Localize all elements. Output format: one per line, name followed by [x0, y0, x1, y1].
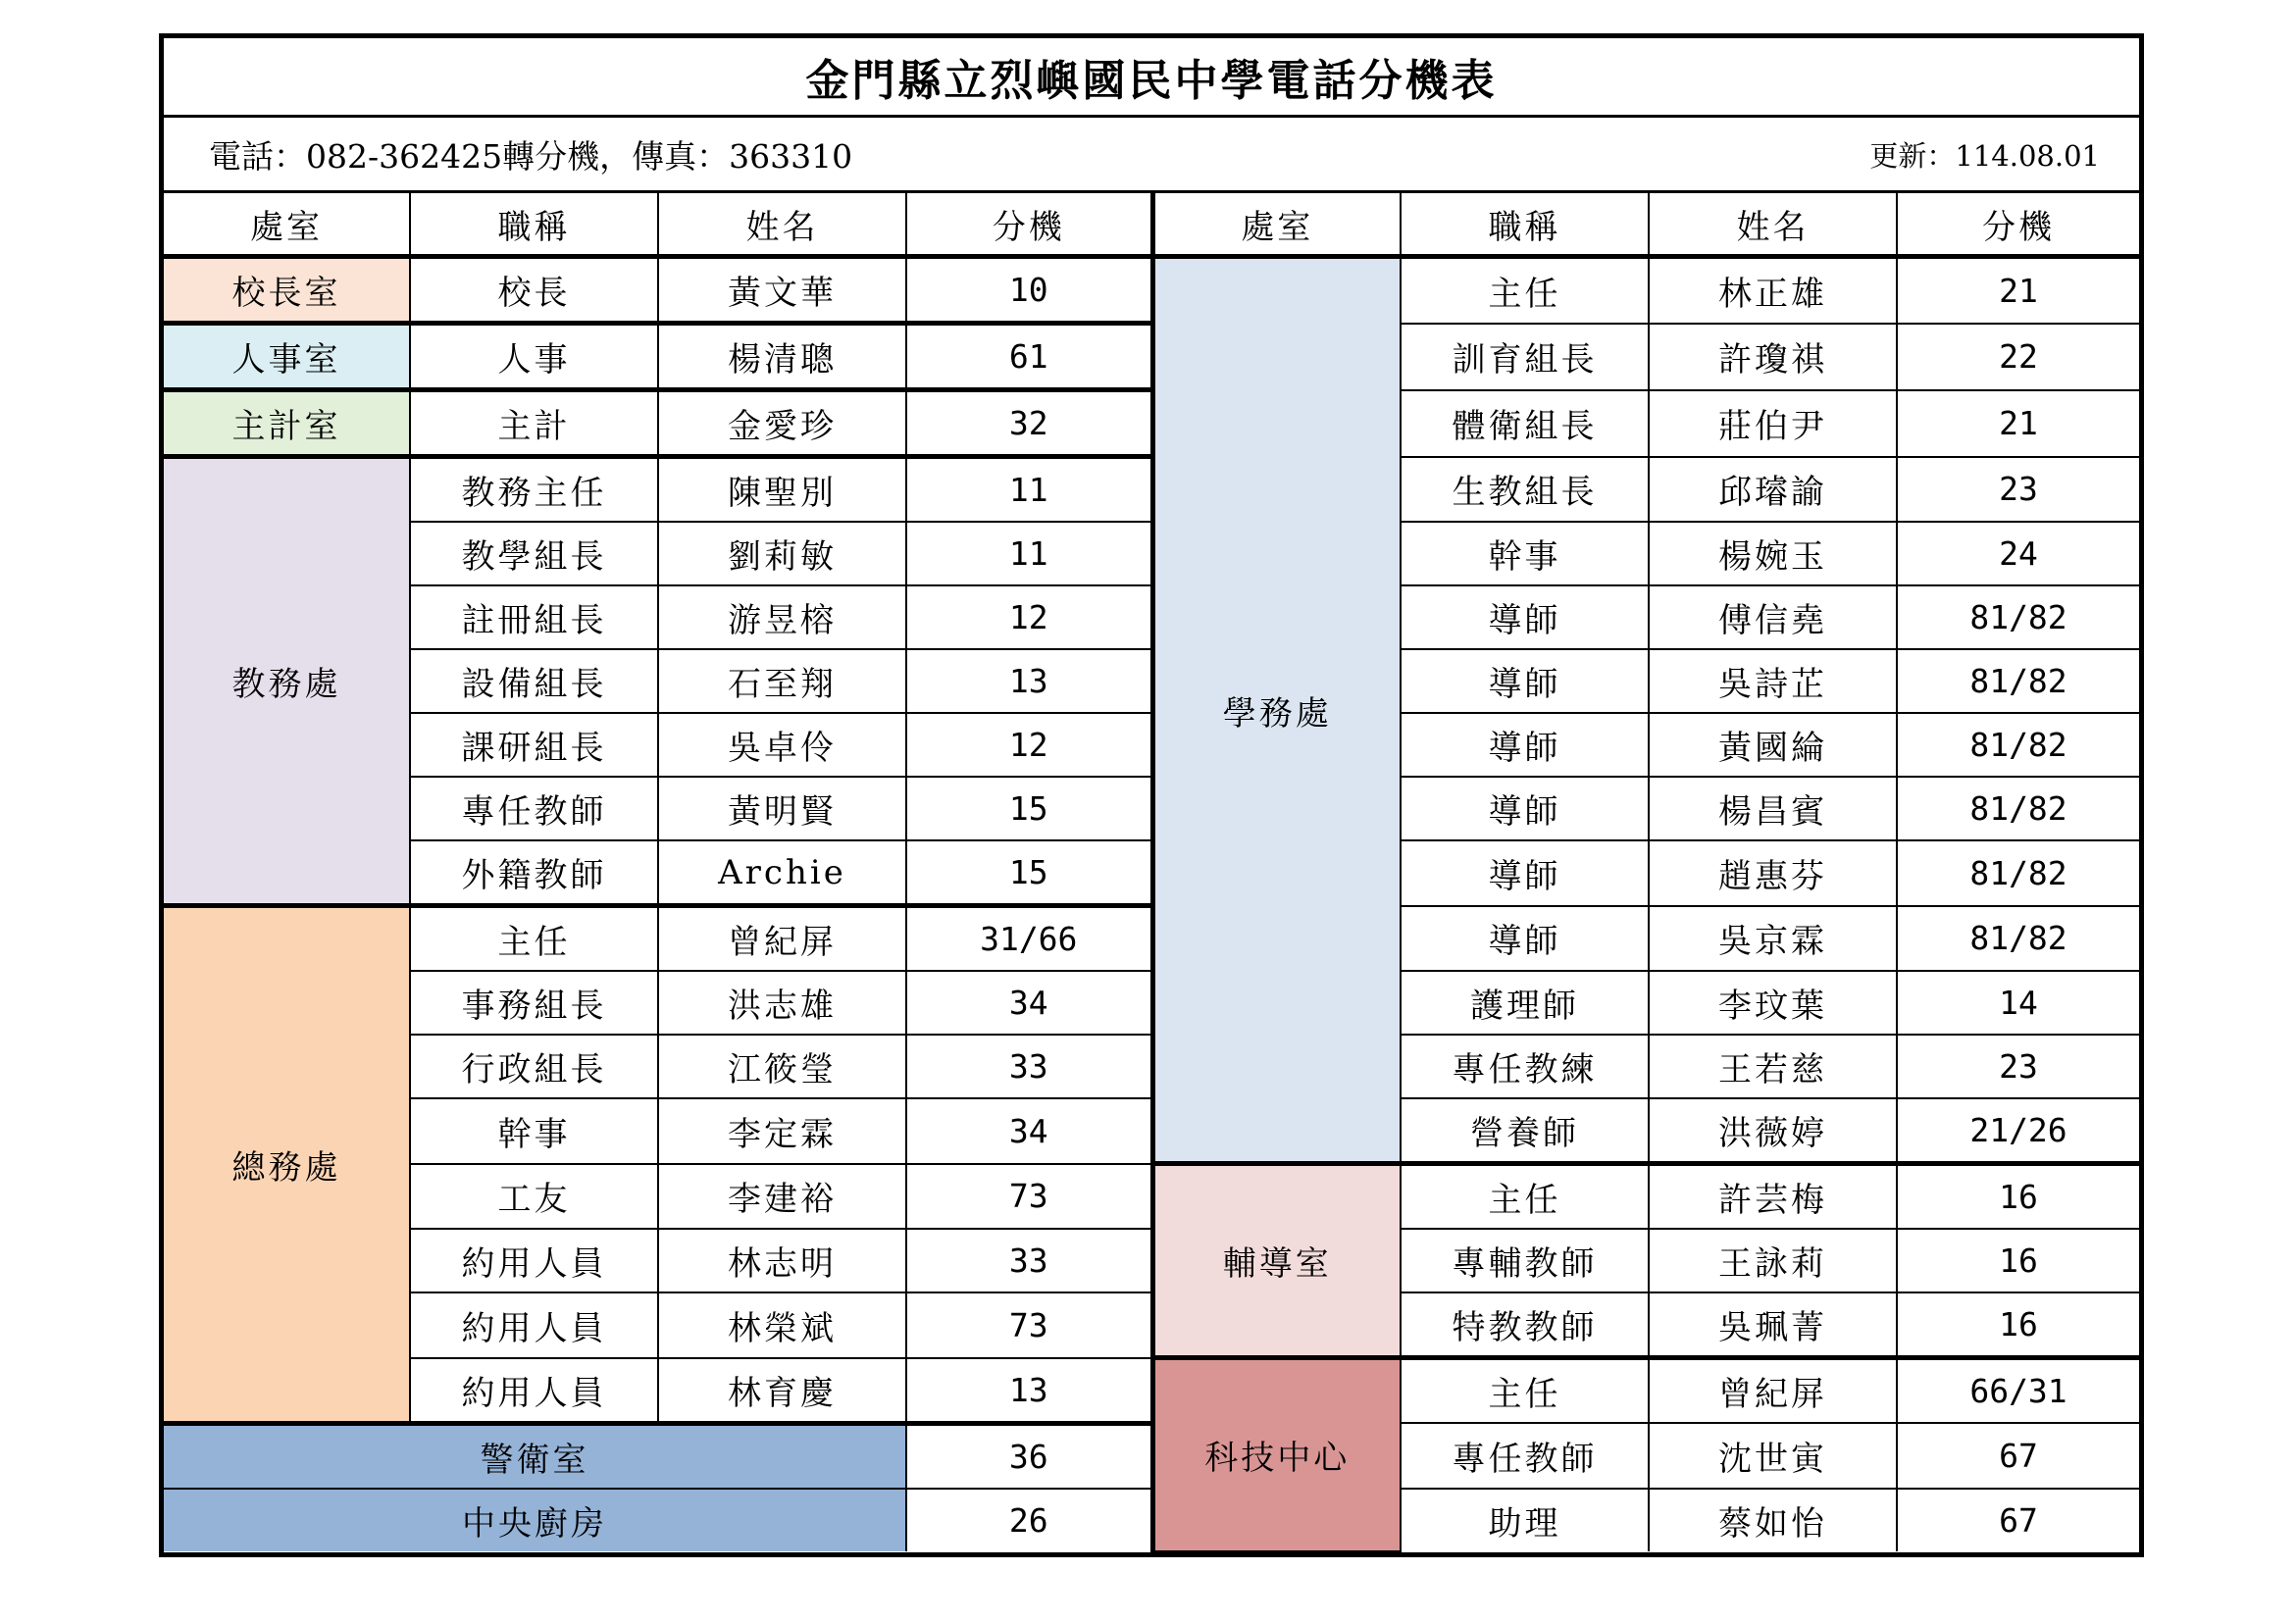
job-title: 特教教師 [1401, 1292, 1649, 1358]
person-name: 吳卓伶 [658, 713, 906, 777]
person-name: 吳珮菁 [1649, 1292, 1897, 1358]
job-title: 導師 [1401, 906, 1649, 972]
extension: 81/82 [1897, 777, 2139, 840]
job-title: 設備組長 [410, 649, 658, 713]
extension: 16 [1897, 1229, 2139, 1292]
extension: 15 [906, 840, 1152, 906]
extension: 33 [906, 1229, 1152, 1292]
extension: 23 [1897, 1035, 2139, 1098]
person-name: 許芸梅 [1649, 1164, 1897, 1230]
job-title: 幹事 [410, 1098, 658, 1164]
person-name: 林榮斌 [658, 1292, 906, 1358]
table-row [164, 840, 2139, 906]
table-row [164, 649, 2139, 713]
job-title: 專任教師 [410, 777, 658, 840]
person-name: 沈世寅 [1649, 1423, 1897, 1489]
job-title: 主任 [410, 906, 658, 972]
office-student: 學務處 [1152, 257, 1401, 1164]
person-name: 莊伯尹 [1649, 390, 1897, 457]
header-ext: 分機 [906, 193, 1152, 257]
extension: 67 [1897, 1489, 2139, 1551]
table-row [164, 713, 2139, 777]
table-row [164, 971, 2139, 1035]
office-tech: 科技中心 [1152, 1358, 1401, 1551]
job-title: 主計 [410, 390, 658, 457]
extension: 73 [906, 1164, 1152, 1230]
header-office-right: 處室 [1152, 193, 1401, 257]
header-name-right: 姓名 [1649, 193, 1897, 257]
extension: 31/66 [906, 906, 1152, 972]
extension: 26 [906, 1489, 1152, 1551]
job-title: 約用人員 [410, 1292, 658, 1358]
extension: 16 [1897, 1164, 2139, 1230]
person-name: 楊清聰 [658, 324, 906, 390]
header-title: 職稱 [410, 193, 658, 257]
extension: 34 [906, 971, 1152, 1035]
job-title: 專任教練 [1401, 1035, 1649, 1098]
person-name: 金愛珍 [658, 390, 906, 457]
job-title: 人事 [410, 324, 658, 390]
header-ext-right: 分機 [1897, 193, 2139, 257]
person-name: 黃國綸 [1649, 713, 1897, 777]
person-name: 吳京霖 [1649, 906, 1897, 972]
table-row [164, 585, 2139, 649]
job-title: 事務組長 [410, 971, 658, 1035]
update-date: 更新：114.08.01 [1869, 138, 2100, 173]
extension: 36 [906, 1423, 1152, 1489]
extension: 81/82 [1897, 840, 2139, 906]
table-row [164, 257, 2139, 324]
table-row [164, 1164, 2139, 1230]
office-general: 總務處 [164, 906, 410, 1424]
office-accounting: 主計室 [164, 390, 410, 457]
extension: 61 [906, 324, 1152, 390]
office-personnel: 人事室 [164, 324, 410, 390]
extension: 32 [906, 390, 1152, 457]
person-name: 李建裕 [658, 1164, 906, 1230]
table-row [164, 390, 2139, 457]
table-row [164, 1098, 2139, 1164]
table-row [164, 1358, 2139, 1424]
table-row [164, 324, 2139, 390]
job-title: 校長 [410, 257, 658, 324]
extension: 21 [1897, 257, 2139, 324]
person-name: 楊昌賓 [1649, 777, 1897, 840]
job-title: 外籍教師 [410, 840, 658, 906]
job-title: 導師 [1401, 649, 1649, 713]
person-name: Archie [658, 840, 906, 906]
office-counseling: 輔導室 [1152, 1164, 1401, 1358]
extension: 10 [906, 257, 1152, 324]
phone-info: 電話：082-362425轉分機，傳真：363310 [209, 136, 853, 176]
table-row [164, 1229, 2139, 1292]
person-name: 邱璿諭 [1649, 457, 1897, 523]
job-title: 護理師 [1401, 971, 1649, 1035]
person-name: 黃文華 [658, 257, 906, 324]
sheet-frame [159, 33, 2144, 1557]
person-name: 李玟葉 [1649, 971, 1897, 1035]
job-title: 專輔教師 [1401, 1229, 1649, 1292]
header-name: 姓名 [658, 193, 906, 257]
table-row [164, 777, 2139, 840]
job-title: 導師 [1401, 713, 1649, 777]
extension: 11 [906, 522, 1152, 585]
person-name: 游昱榕 [658, 585, 906, 649]
extension-table [164, 193, 2139, 1552]
person-name: 吳詩芷 [1649, 649, 1897, 713]
job-title: 主任 [1401, 1358, 1649, 1424]
info-bar [164, 118, 2139, 193]
job-title: 導師 [1401, 840, 1649, 906]
job-title: 導師 [1401, 585, 1649, 649]
extension-sheet [159, 33, 2144, 1557]
person-name: 林志明 [658, 1229, 906, 1292]
extension: 66/31 [1897, 1358, 2139, 1424]
extension: 81/82 [1897, 649, 2139, 713]
person-name: 陳聖別 [658, 457, 906, 523]
person-name: 楊婉玉 [1649, 522, 1897, 585]
table-row [164, 1035, 2139, 1098]
extension: 81/82 [1897, 585, 2139, 649]
person-name: 趙惠芬 [1649, 840, 1897, 906]
job-title: 導師 [1401, 777, 1649, 840]
job-title: 營養師 [1401, 1098, 1649, 1164]
extension: 11 [906, 457, 1152, 523]
office-kitchen: 中央廚房 [164, 1489, 906, 1551]
person-name: 江筱瑩 [658, 1035, 906, 1098]
extension: 12 [906, 585, 1152, 649]
extension: 81/82 [1897, 906, 2139, 972]
extension: 21 [1897, 390, 2139, 457]
job-title: 課研組長 [410, 713, 658, 777]
extension: 67 [1897, 1423, 2139, 1489]
person-name: 王若慈 [1649, 1035, 1897, 1098]
person-name: 傅信堯 [1649, 585, 1897, 649]
job-title: 幹事 [1401, 522, 1649, 585]
job-title: 主任 [1401, 1164, 1649, 1230]
job-title: 主任 [1401, 257, 1649, 324]
extension: 13 [906, 1358, 1152, 1424]
header-row [164, 193, 2139, 257]
job-title: 生教組長 [1401, 457, 1649, 523]
job-title: 專任教師 [1401, 1423, 1649, 1489]
person-name: 洪薇婷 [1649, 1098, 1897, 1164]
table-row [164, 1292, 2139, 1358]
extension: 22 [1897, 324, 2139, 390]
extension: 15 [906, 777, 1152, 840]
person-name: 洪志雄 [658, 971, 906, 1035]
person-name: 王詠莉 [1649, 1229, 1897, 1292]
table-body [164, 193, 2139, 1551]
person-name: 劉莉敏 [658, 522, 906, 585]
job-title: 註冊組長 [410, 585, 658, 649]
extension: 16 [1897, 1292, 2139, 1358]
job-title: 助理 [1401, 1489, 1649, 1551]
job-title: 教務主任 [410, 457, 658, 523]
extension: 34 [906, 1098, 1152, 1164]
extension: 81/82 [1897, 713, 2139, 777]
person-name: 石至翔 [658, 649, 906, 713]
person-name: 曾紀屏 [1649, 1358, 1897, 1424]
extension: 21/26 [1897, 1098, 2139, 1164]
job-title: 教學組長 [410, 522, 658, 585]
header-office: 處室 [164, 193, 410, 257]
table-row [164, 1423, 2139, 1489]
person-name: 曾紀屏 [658, 906, 906, 972]
table-row [164, 906, 2139, 972]
office-guard: 警衛室 [164, 1423, 906, 1489]
extension: 24 [1897, 522, 2139, 585]
extension: 12 [906, 713, 1152, 777]
office-principal: 校長室 [164, 257, 410, 324]
job-title: 工友 [410, 1164, 658, 1230]
job-title: 約用人員 [410, 1358, 658, 1424]
person-name: 蔡如怡 [1649, 1489, 1897, 1551]
person-name: 林育慶 [658, 1358, 906, 1424]
office-academic: 教務處 [164, 457, 410, 906]
person-name: 李定霖 [658, 1098, 906, 1164]
table-row [164, 1489, 2139, 1551]
table-row [164, 457, 2139, 523]
job-title: 訓育組長 [1401, 324, 1649, 390]
job-title: 行政組長 [410, 1035, 658, 1098]
extension: 23 [1897, 457, 2139, 523]
person-name: 黃明賢 [658, 777, 906, 840]
page-title: 金門縣立烈嶼國民中學電話分機表 [164, 38, 2139, 118]
extension: 13 [906, 649, 1152, 713]
job-title: 體衛組長 [1401, 390, 1649, 457]
person-name: 許瓊祺 [1649, 324, 1897, 390]
extension: 14 [1897, 971, 2139, 1035]
extension: 33 [906, 1035, 1152, 1098]
extension: 73 [906, 1292, 1152, 1358]
person-name: 林正雄 [1649, 257, 1897, 324]
table-row [164, 522, 2139, 585]
header-title-right: 職稱 [1401, 193, 1649, 257]
job-title: 約用人員 [410, 1229, 658, 1292]
